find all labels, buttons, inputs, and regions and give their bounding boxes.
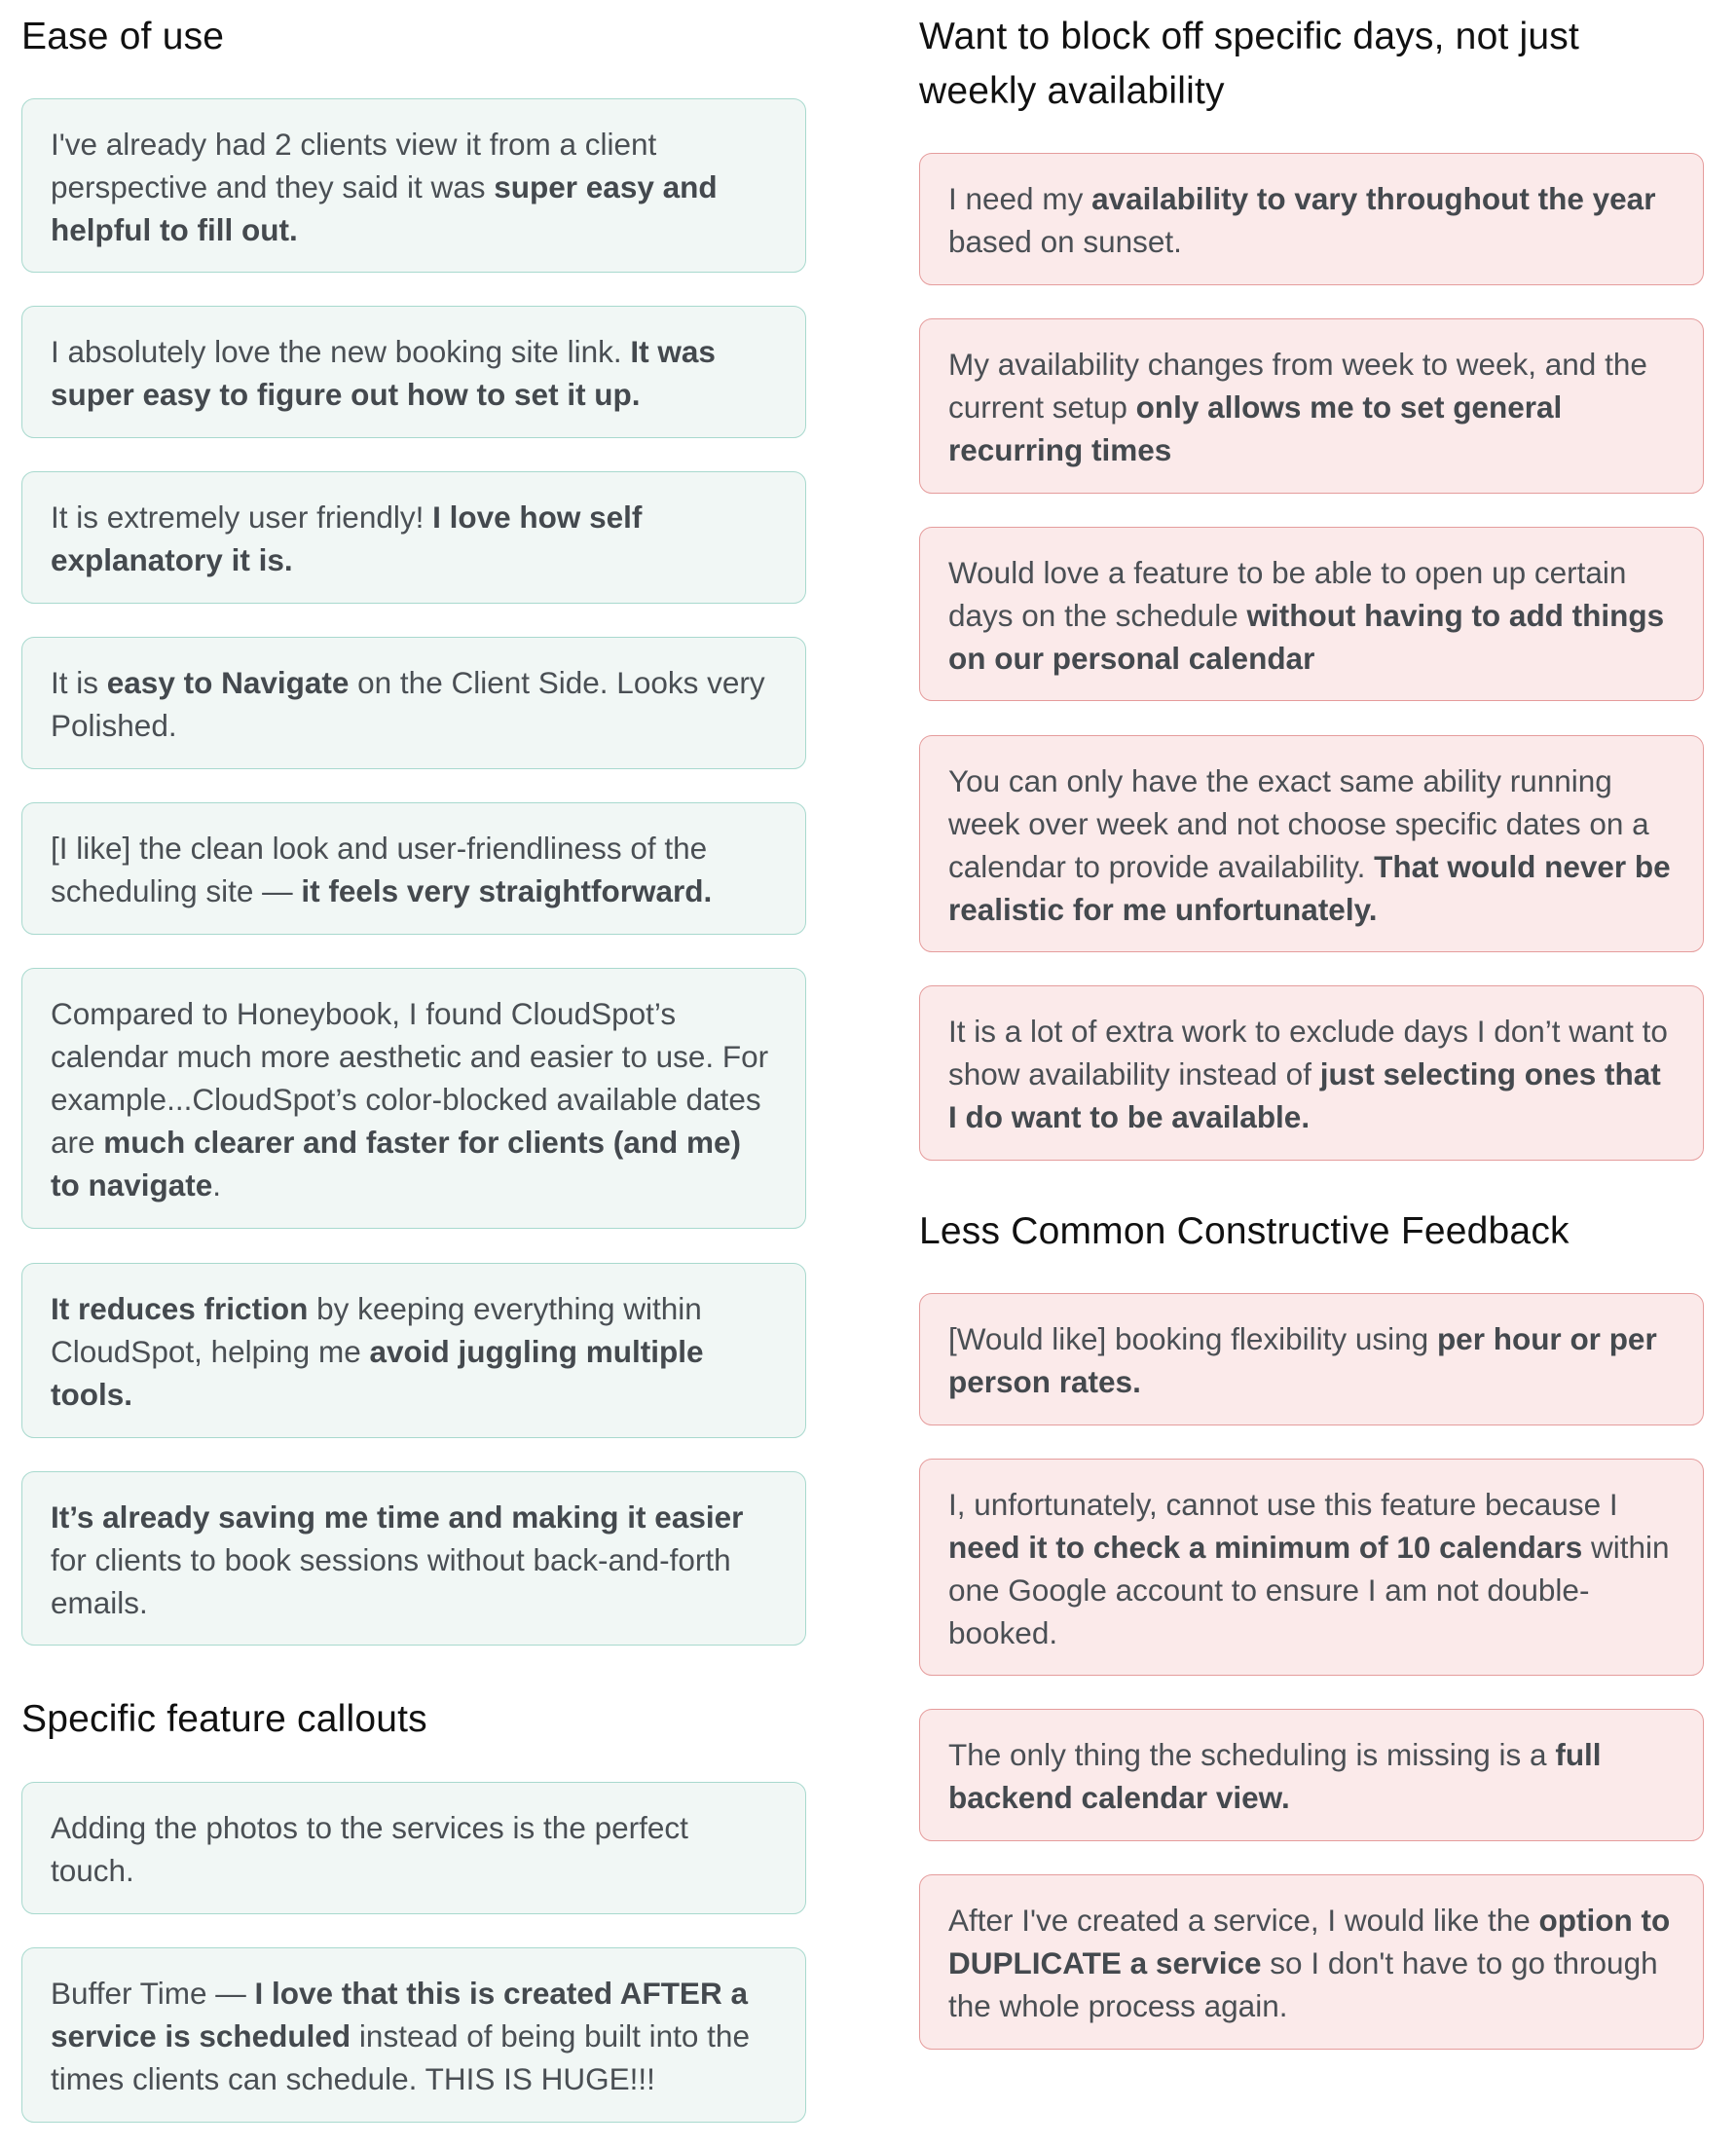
feedback-text: within one Google account to ensure I am not double-booked. — [948, 1530, 1670, 1650]
feedback-text-bold: avoid juggling multiple tools. — [51, 1334, 704, 1412]
section-heading-block-days: Want to block off specific days, not just weekly availability — [919, 16, 1580, 112]
feedback-text: so I don't have to go through the whole process again. — [948, 1945, 1658, 2023]
feedback-text: My availability changes from week to week, and the current setup — [948, 347, 1647, 425]
section-heading-feature-callouts: Specific feature callouts — [21, 1698, 427, 1740]
feedback-card — [919, 985, 1704, 1161]
feedback-text: I need my — [948, 181, 1092, 216]
feedback-card — [21, 1471, 806, 1646]
feedback-card — [21, 1947, 806, 2123]
feedback-text-bold: per hour or per person rates. — [948, 1321, 1657, 1399]
feedback-text-bold: need it to check a minimum of 10 calendars — [948, 1530, 1583, 1565]
feedback-card — [21, 637, 806, 769]
feedback-text: [I like] the clean look and user-friendliness of the scheduling site — — [51, 831, 708, 908]
feedback-text: on the Client Side. Looks very Polished. — [51, 665, 765, 743]
section-heading-constructive-feedback: Less Common Constructive Feedback — [919, 1210, 1570, 1252]
feedback-text: It is extremely user friendly! — [51, 500, 433, 535]
feedback-card — [919, 527, 1704, 701]
feedback-card — [919, 1874, 1704, 2050]
feedback-text-bold: super easy and helpful to fill out. — [51, 169, 718, 247]
feedback-text: Compared to Honeybook, I found CloudSpot’s calendar much more aesthetic and easier to use. For example...CloudSpot’s color-blocked available dates are — [51, 996, 769, 1160]
section-heading-ease-of-use: Ease of use — [21, 16, 225, 57]
feedback-text-bold: I love how self explanatory it is. — [51, 500, 643, 577]
feedback-text-bold: availability to vary throughout the year — [1091, 181, 1656, 216]
feedback-text-bold: It reduces friction — [51, 1291, 309, 1326]
feedback-text: I, unfortunately, cannot use this feature because I — [948, 1487, 1618, 1522]
feedback-text: The only thing the scheduling is missing is a — [948, 1737, 1556, 1772]
feedback-text-bold: I love that this is created AFTER a service is scheduled — [51, 1976, 748, 2054]
feedback-card — [21, 968, 806, 1229]
feedback-text-bold: That would never be realistic for me unfortunately. — [948, 849, 1671, 927]
feedback-text-bold: without having to add things on our personal calendar — [948, 598, 1665, 676]
feedback-text-bold: option to DUPLICATE a service — [948, 1903, 1671, 1980]
feedback-card — [21, 98, 806, 273]
feedback-text: Would love a feature to be able to open up certain days on the schedule — [948, 555, 1627, 633]
feedback-card — [919, 318, 1704, 494]
feedback-card — [21, 471, 806, 604]
feedback-text-bold: It was super easy to figure out how to set it up. — [51, 334, 716, 412]
feedback-text: based on sunset. — [948, 224, 1182, 259]
feedback-text-bold: much clearer and faster for clients (and me) to navigate — [51, 1125, 741, 1202]
feedback-card — [919, 153, 1704, 285]
feedback-text: It is — [51, 665, 107, 700]
feedback-text: [Would like] booking flexibility using — [948, 1321, 1437, 1356]
feedback-text: I absolutely love the new booking site link. — [51, 334, 631, 369]
feedback-card — [21, 306, 806, 438]
feedback-text: Buffer Time — — [51, 1976, 255, 2011]
feedback-card — [919, 1459, 1704, 1676]
feedback-text: instead of being built into the times clients can schedule. THIS IS HUGE!!! — [51, 2018, 750, 2096]
feedback-text: It is a lot of extra work to exclude days I don’t want to show availability instead of — [948, 1014, 1668, 1092]
feedback-text: for clients to book sessions without back-and-forth emails. — [51, 1542, 731, 1620]
feedback-text-bold: just selecting ones that I do want to be available. — [948, 1056, 1661, 1134]
feedback-text: Adding the photos to the services is the perfect touch. — [51, 1810, 688, 1888]
feedback-text-bold: It’s already saving me time and making it easier — [51, 1499, 744, 1535]
feedback-text: You can only have the exact same ability running week over week and not choose specific dates on a calendar to provide availability. — [948, 763, 1649, 884]
feedback-text: I've already had 2 clients view it from a client perspective and they said it was — [51, 127, 657, 204]
feedback-text: . — [212, 1167, 222, 1202]
feedback-card — [919, 1709, 1704, 1841]
feedback-text-bold: easy to Navigate — [106, 665, 350, 700]
feedback-text: by keeping everything within CloudSpot, helping me — [51, 1291, 702, 1369]
feedback-card — [919, 735, 1704, 952]
feedback-card — [919, 1293, 1704, 1425]
feedback-text-bold: only allows me to set general recurring times — [948, 389, 1563, 467]
feedback-text-bold: full backend calendar view. — [948, 1737, 1602, 1815]
feedback-text: After I've created a service, I would like the — [948, 1903, 1539, 1938]
feedback-card — [21, 1263, 806, 1438]
feedback-text-bold: it feels very straightforward. — [301, 873, 713, 908]
feedback-card — [21, 802, 806, 935]
feedback-card — [21, 1782, 806, 1914]
